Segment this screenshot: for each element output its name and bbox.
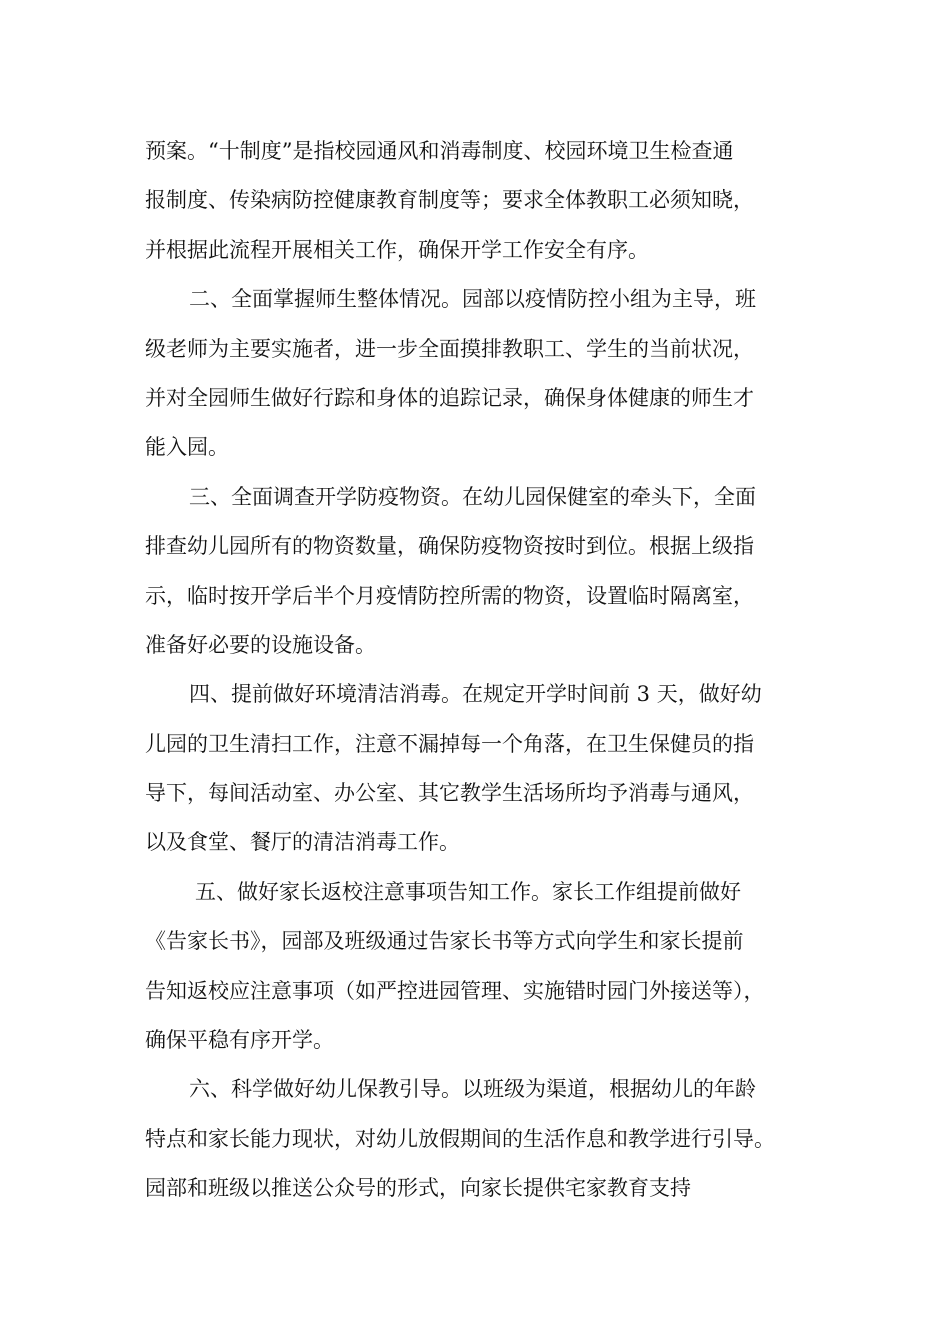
text-line: 并根据此流程开展相关工作，确保开学工作安全有序。 — [145, 237, 649, 262]
text-line: 以及食堂、餐厅的清洁消毒工作。 — [145, 830, 460, 855]
text-line: 导下，每间活动室、办公室、其它教学生活场所均予消毒与通风， — [145, 781, 754, 806]
text-line: 确保平稳有序开学。 — [145, 1028, 334, 1053]
text-line: 并对全园师生做好行踪和身体的追踪记录，确保身体健康的师生才 — [145, 385, 754, 410]
text-line: 特点和家长能力现状，对幼儿放假期间的生活作息和教学进行引导。 — [145, 1126, 775, 1151]
document-body — [145, 127, 825, 1214]
paragraph-start-line: 四、提前做好环境清洁消毒。在规定开学时间前 3 天，做好幼 — [189, 682, 762, 707]
paragraph-start-line: 六、科学做好幼儿保教引导。以班级为渠道，根据幼儿的年龄 — [189, 1077, 756, 1102]
text-line: 园部和班级以推送公众号的形式，向家长提供宅家教育支持 — [145, 1176, 691, 1201]
paragraph-start-line: 三、全面调查开学防疫物资。在幼儿园保健室的牵头下，全面 — [189, 484, 756, 509]
text-line: 报制度、传染病防控健康教育制度等；要求全体教职工必须知晓， — [145, 188, 754, 213]
text-line: 排查幼儿园所有的物资数量，确保防疫物资按时到位。根据上级指 — [145, 534, 754, 559]
text-line: 示，临时按开学后半个月疫情防控所需的物资，设置临时隔离室， — [145, 583, 754, 608]
text-line: 告知返校应注意事项（如严控进园管理、实施错时园门外接送等）， — [145, 978, 765, 1003]
paragraph-start-line: 五、做好家长返校注意事项告知工作。家长工作组提前做好 — [195, 879, 741, 904]
text-line: 儿园的卫生清扫工作，注意不漏掉每一个角落，在卫生保健员的指 — [145, 731, 754, 756]
text-line: 预案。“十制度”是指校园通风和消毒制度、校园环境卫生检查通 — [145, 139, 734, 163]
text-line: 级老师为主要实施者，进一步全面摸排教职工、学生的当前状况， — [145, 336, 754, 361]
text-line: 准备好必要的设施设备。 — [145, 632, 376, 657]
text-line: 能入园。 — [145, 435, 229, 460]
text-line: 《告家长书》，园部及班级通过告家长书等方式向学生和家长提前 — [145, 929, 744, 954]
paragraph-start-line: 二、全面掌握师生整体情况。园部以疫情防控小组为主导，班 — [189, 287, 756, 312]
